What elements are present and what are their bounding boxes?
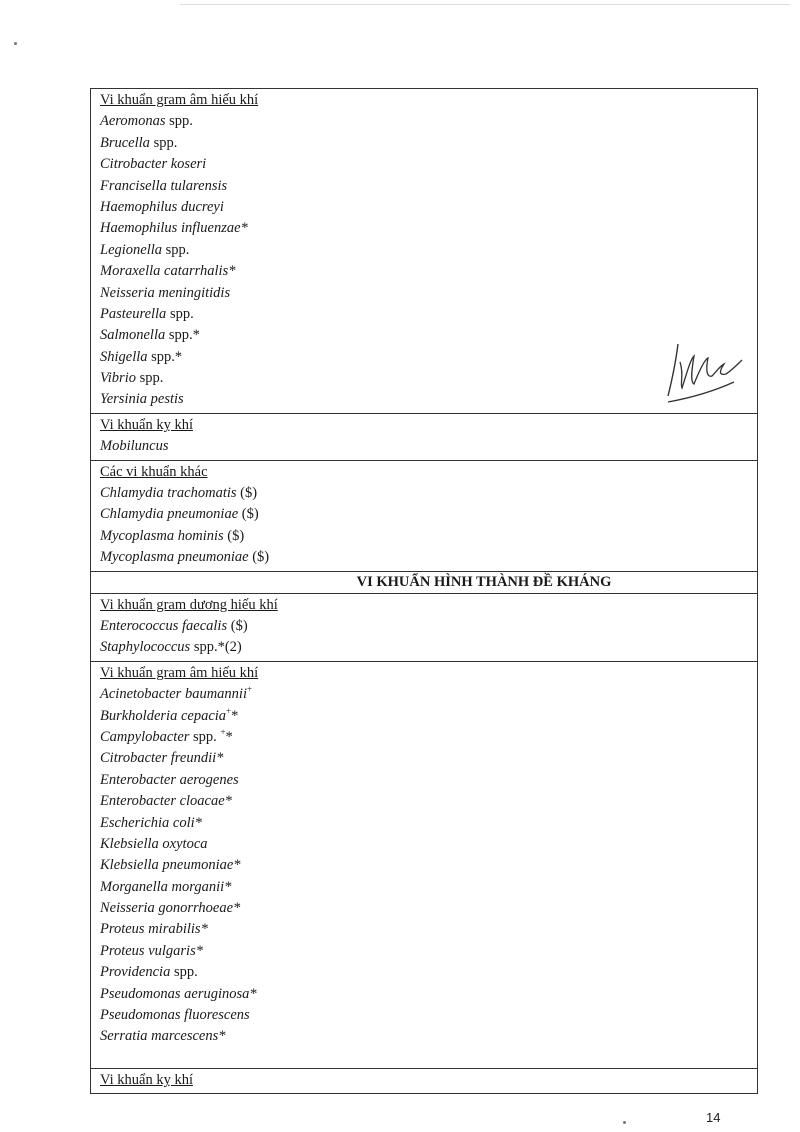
species-name: Enterobacter cloacae* (100, 793, 232, 810)
bacteria-item (100, 504, 757, 525)
banner-title: VI KHUẨN HÌNH THÀNH ĐỀ KHÁNG (356, 573, 612, 590)
bacteria-item (100, 111, 757, 132)
species-name: Mycoplasma pneumoniae (100, 549, 249, 566)
species-name: Haemophilus ducreyi (100, 198, 224, 215)
species-name: Neisseria gonorrhoeae* (100, 900, 241, 917)
bacteria-item (100, 176, 757, 197)
bacteria-item (100, 1005, 757, 1026)
species-name: Brucella (100, 134, 150, 151)
species-name: Enterobacter aerogenes (100, 771, 239, 788)
bacteria-item (100, 483, 757, 504)
handwritten-signature (660, 338, 750, 408)
resistance-banner (91, 571, 757, 593)
blank-space (100, 1048, 757, 1066)
bacteria-item (100, 197, 757, 218)
bacteria-item (100, 727, 757, 748)
species-name: Escherichia coli* (100, 814, 202, 831)
species-suffix: spp. (170, 964, 198, 981)
bacteria-item (100, 526, 757, 547)
species-name: Klebsiella oxytoca (100, 835, 208, 852)
species-name: Pseudomonas fluorescens (100, 1007, 250, 1024)
bacteria-item (100, 304, 757, 325)
species-name: Mycoplasma hominis (100, 527, 224, 544)
section-header: Vi khuẩn kỵ khí (100, 1071, 193, 1088)
species-suffix: spp. (189, 728, 221, 745)
table-section (91, 460, 757, 571)
bacteria-item (100, 240, 757, 261)
bacteria-item (100, 325, 757, 346)
species-name: Citrobacter koseri (100, 156, 207, 173)
species-name: Pseudomonas aeruginosa* (100, 985, 257, 1002)
section-header: Vi khuẩn gram âm hiếu khí (100, 92, 259, 108)
bacteria-item (100, 684, 757, 705)
bacteria-item (100, 347, 757, 368)
species-name: Salmonella (100, 327, 166, 344)
table-section (91, 593, 757, 661)
species-name: Chlamydia pneumoniae (100, 506, 239, 523)
bacteria-item (100, 941, 757, 962)
bacteria-item (100, 791, 757, 812)
species-name: Morganella morganii* (100, 878, 232, 895)
section-header: Vi khuẩn gram âm hiếu khí (100, 664, 259, 681)
bacteria-item (100, 547, 757, 568)
species-name: Shigella (100, 348, 148, 365)
species-name: Proteus vulgaris* (100, 942, 203, 959)
bacteria-item (100, 834, 757, 855)
bacteria-item (100, 368, 757, 389)
species-suffix: spp. (162, 241, 190, 258)
species-suffix: ($) (248, 549, 270, 566)
species-name: Campylobacter (100, 728, 190, 745)
bacteria-item (100, 898, 757, 919)
species-suffix: spp. (165, 113, 193, 130)
species-name: Francisella tularensis (100, 177, 228, 194)
species-name: Proteus mirabilis* (100, 921, 208, 938)
bacteria-item (100, 984, 757, 1005)
bacteria-item (100, 261, 757, 282)
bacteria-item (100, 133, 757, 154)
species-name: Chlamydia trachomatis (100, 485, 237, 502)
species-suffix: spp. (135, 370, 164, 387)
bacteria-item (100, 706, 757, 727)
species-name: Moraxella catarrhalis* (100, 263, 236, 280)
species-suffix: ($) (238, 506, 259, 523)
species-suffix: ($) (223, 527, 245, 544)
bacteria-item (100, 436, 757, 457)
species-suffix: spp. (149, 134, 178, 151)
section-header: Các vi khuẩn khác (100, 463, 208, 480)
species-suffix: spp.*(2) (190, 639, 242, 656)
species-name: Yersinia pestis (100, 391, 184, 408)
species-suffix: * (225, 728, 233, 745)
bacteria-item (100, 637, 757, 658)
bacteria-item (100, 218, 757, 239)
species-name: Pasteurella (100, 305, 167, 322)
species-suffix: spp.* (165, 327, 200, 344)
table-section (91, 88, 757, 413)
section-header: Vi khuẩn gram dương hiếu khí (100, 596, 278, 613)
bacteria-item (100, 877, 757, 898)
species-suffix: ($) (227, 617, 248, 634)
species-suffix: * (231, 707, 239, 724)
bacteria-item (100, 813, 757, 834)
resistance-mark: + (246, 684, 253, 695)
bacteria-item (100, 283, 757, 304)
species-name: Aeromonas (100, 113, 166, 130)
bacteria-item (100, 919, 757, 940)
bacteria-item (100, 154, 757, 175)
resistance-mark: + (220, 727, 226, 738)
species-name: Serratia marcescens* (100, 1028, 226, 1045)
table-section (91, 413, 757, 460)
section-header: Vi khuẩn kỵ khí (100, 416, 193, 433)
species-name: Staphylococcus (100, 639, 191, 656)
species-name: Neisseria meningitidis (100, 284, 231, 301)
species-name: Citrobacter freundii* (100, 750, 224, 767)
species-name: Burkholderia cepacia (100, 707, 227, 724)
species-name: Acinetobacter baumannii (100, 686, 247, 703)
species-name: Enterococcus faecalis (100, 617, 228, 634)
species-name: Providencia (100, 964, 171, 981)
resistance-mark: + (226, 705, 232, 716)
species-suffix: spp. (166, 305, 194, 322)
bacteria-item (100, 962, 757, 983)
species-name: Mobiluncus (100, 438, 169, 455)
bacteria-item (100, 616, 757, 637)
bacteria-item (100, 855, 757, 876)
species-name: Legionella (100, 241, 163, 258)
bacteria-item (100, 748, 757, 769)
page-number: 14 (706, 1110, 721, 1125)
bacteria-table (90, 88, 758, 1094)
scan-speck (623, 1121, 626, 1124)
table-section (91, 1068, 757, 1093)
bacteria-item (100, 770, 757, 791)
scan-speck (14, 42, 17, 45)
species-name: Vibrio (100, 370, 136, 387)
species-suffix: ($) (236, 485, 258, 502)
table-section (91, 661, 757, 1068)
species-name: Haemophilus influenzae* (100, 220, 248, 237)
scan-top-line (180, 4, 790, 5)
species-name: Klebsiella pneumoniae* (100, 857, 241, 874)
bacteria-item (100, 1026, 757, 1047)
bacteria-item (100, 389, 757, 410)
species-suffix: spp.* (147, 348, 183, 365)
